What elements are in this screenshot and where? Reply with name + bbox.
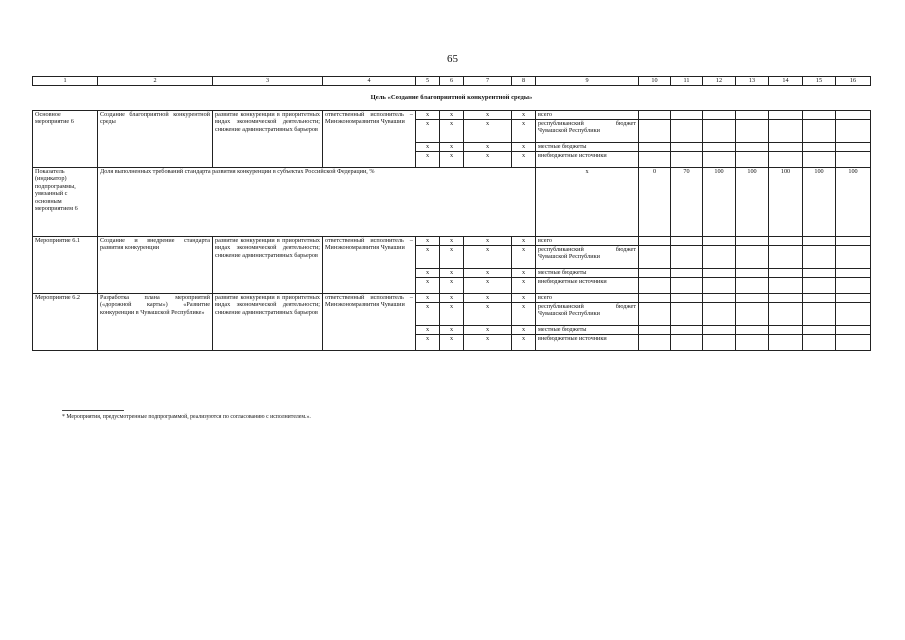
amount-cell	[769, 246, 803, 269]
column-number: 5	[416, 77, 440, 86]
program-table	[32, 76, 871, 351]
amount-cell	[703, 294, 736, 303]
amount-cell	[769, 294, 803, 303]
indicator-col9: x	[536, 168, 639, 237]
amount-cell	[703, 303, 736, 326]
code-cell: x	[416, 237, 440, 246]
amount-cell	[769, 120, 803, 143]
column-number-row	[33, 77, 871, 86]
amount-cell	[671, 269, 703, 278]
funding-source: внебюджетные источники	[536, 152, 639, 168]
amount-cell	[836, 152, 871, 168]
code-cell: x	[440, 335, 464, 351]
code-cell: x	[440, 326, 464, 335]
amount-cell	[803, 143, 836, 152]
funding-source: республиканский бюджет Чувашской Республики	[536, 303, 639, 326]
amount-cell	[803, 152, 836, 168]
code-cell: x	[440, 152, 464, 168]
column-number: 6	[440, 77, 464, 86]
amount-cell	[671, 326, 703, 335]
amount-cell	[671, 335, 703, 351]
amount-cell	[803, 335, 836, 351]
funding-source: всего	[536, 111, 639, 120]
code-cell: x	[464, 120, 512, 143]
code-cell: x	[464, 246, 512, 269]
amount-cell	[836, 294, 871, 303]
code-cell: x	[440, 294, 464, 303]
amount-cell	[671, 303, 703, 326]
indicator-value: 100	[703, 168, 736, 237]
amount-cell	[639, 246, 671, 269]
code-cell: x	[512, 326, 536, 335]
code-cell: x	[464, 152, 512, 168]
amount-cell	[736, 269, 769, 278]
amount-cell	[803, 278, 836, 294]
code-cell: x	[440, 143, 464, 152]
amount-cell	[703, 246, 736, 269]
amount-cell	[703, 120, 736, 143]
amount-cell	[736, 246, 769, 269]
amount-cell	[703, 326, 736, 335]
funding-source: внебюджетные источники	[536, 278, 639, 294]
amount-cell	[703, 278, 736, 294]
code-cell: x	[512, 143, 536, 152]
amount-cell	[836, 143, 871, 152]
column-number: 14	[769, 77, 803, 86]
indicator-value: 0	[639, 168, 671, 237]
amount-cell	[736, 111, 769, 120]
amount-cell	[703, 237, 736, 246]
amount-cell	[836, 120, 871, 143]
funding-source: республиканский бюджет Чувашской Республики	[536, 120, 639, 143]
amount-cell	[671, 278, 703, 294]
measure-title: Создание и внедрение стандарта развития конкуренции	[98, 237, 213, 294]
amount-cell	[736, 237, 769, 246]
amount-cell	[639, 111, 671, 120]
amount-cell	[736, 303, 769, 326]
measure-goal: развитие конкуренции в приоритетных видах экономической деятельности; снижение административных барьеров	[213, 111, 323, 168]
code-cell: x	[464, 237, 512, 246]
column-number: 13	[736, 77, 769, 86]
column-number: 7	[464, 77, 512, 86]
amount-cell	[803, 237, 836, 246]
amount-cell	[736, 278, 769, 294]
measure-name: Мероприятие 6.2	[33, 294, 98, 351]
amount-cell	[803, 269, 836, 278]
code-cell: x	[464, 335, 512, 351]
measure-executor: ответственный исполнитель – Минэкономразвития Чувашии	[323, 237, 416, 294]
code-cell: x	[464, 326, 512, 335]
code-cell: x	[512, 335, 536, 351]
code-cell: x	[440, 303, 464, 326]
amount-cell	[639, 237, 671, 246]
amount-cell	[803, 294, 836, 303]
indicator-value: 100	[836, 168, 871, 237]
code-cell: x	[440, 237, 464, 246]
code-cell: x	[512, 152, 536, 168]
measure-goal: развитие конкуренции в приоритетных видах экономической деятельности; снижение административных барьеров	[213, 294, 323, 351]
code-cell: x	[440, 269, 464, 278]
column-number: 9	[536, 77, 639, 86]
code-cell: x	[464, 111, 512, 120]
amount-cell	[769, 278, 803, 294]
indicator-row	[33, 168, 871, 237]
amount-cell	[703, 143, 736, 152]
footnote: * Мероприятия, предусмотренные подпрограммой, реализуются по согласованию с исполнителем.».	[62, 414, 311, 420]
measure-name: Мероприятие 6.1	[33, 237, 98, 294]
column-number: 3	[213, 77, 323, 86]
amount-cell	[671, 143, 703, 152]
code-cell: x	[512, 294, 536, 303]
measure-executor: ответственный исполнитель – Минэкономразвития Чувашии	[323, 294, 416, 351]
measure-name: Основное мероприятие 6	[33, 111, 98, 168]
amount-cell	[836, 278, 871, 294]
amount-cell	[671, 294, 703, 303]
code-cell: x	[416, 326, 440, 335]
amount-cell	[836, 326, 871, 335]
amount-cell	[671, 152, 703, 168]
amount-cell	[836, 335, 871, 351]
code-cell: x	[416, 278, 440, 294]
code-cell: x	[416, 303, 440, 326]
amount-cell	[769, 335, 803, 351]
amount-cell	[769, 152, 803, 168]
code-cell: x	[416, 152, 440, 168]
funding-source: местные бюджеты	[536, 269, 639, 278]
code-cell: x	[416, 143, 440, 152]
indicator-text: Доля выполненных требований стандарта развития конкуренции в субъектах Российской Федерации, %	[98, 168, 536, 237]
code-cell: x	[512, 269, 536, 278]
table-row	[33, 111, 871, 120]
amount-cell	[769, 111, 803, 120]
amount-cell	[736, 326, 769, 335]
measure-title: Разработка плана мероприятий («дорожной карты») «Развитие конкуренции в Чувашской Республике»	[98, 294, 213, 351]
funding-source: внебюджетные источники	[536, 335, 639, 351]
amount-cell	[769, 326, 803, 335]
amount-cell	[803, 111, 836, 120]
amount-cell	[703, 152, 736, 168]
funding-source: всего	[536, 294, 639, 303]
amount-cell	[671, 246, 703, 269]
indicator-value: 70	[671, 168, 703, 237]
column-number: 2	[98, 77, 213, 86]
indicator-value: 100	[736, 168, 769, 237]
indicator-value: 100	[769, 168, 803, 237]
amount-cell	[736, 143, 769, 152]
funding-source: местные бюджеты	[536, 143, 639, 152]
amount-cell	[639, 143, 671, 152]
column-number: 16	[836, 77, 871, 86]
amount-cell	[803, 120, 836, 143]
code-cell: x	[416, 294, 440, 303]
funding-source: всего	[536, 237, 639, 246]
amount-cell	[769, 143, 803, 152]
amount-cell	[639, 303, 671, 326]
amount-cell	[639, 326, 671, 335]
goal-title: Цель «Создание благоприятной конкурентной среды»	[370, 94, 533, 102]
indicator-value: 100	[803, 168, 836, 237]
footnote-rule	[62, 410, 124, 411]
code-cell: x	[512, 246, 536, 269]
code-cell: x	[440, 246, 464, 269]
code-cell: x	[512, 278, 536, 294]
code-cell: x	[416, 111, 440, 120]
amount-cell	[736, 152, 769, 168]
amount-cell	[736, 120, 769, 143]
code-cell: x	[416, 246, 440, 269]
amount-cell	[769, 269, 803, 278]
funding-source: местные бюджеты	[536, 326, 639, 335]
indicator-label: Показатель (индикатор) подпрограммы, увязанный с основным мероприятием 6	[33, 168, 98, 237]
amount-cell	[639, 120, 671, 143]
code-cell: x	[440, 120, 464, 143]
amount-cell	[803, 303, 836, 326]
code-cell: x	[464, 269, 512, 278]
table-row	[33, 294, 871, 303]
code-cell: x	[416, 335, 440, 351]
amount-cell	[836, 269, 871, 278]
code-cell: x	[464, 303, 512, 326]
code-cell: x	[440, 278, 464, 294]
amount-cell	[703, 111, 736, 120]
amount-cell	[671, 111, 703, 120]
code-cell: x	[416, 269, 440, 278]
amount-cell	[769, 237, 803, 246]
amount-cell	[671, 120, 703, 143]
amount-cell	[639, 152, 671, 168]
code-cell: x	[440, 111, 464, 120]
amount-cell	[671, 237, 703, 246]
amount-cell	[703, 269, 736, 278]
amount-cell	[639, 269, 671, 278]
column-number: 11	[671, 77, 703, 86]
measure-goal: развитие конкуренции в приоритетных видах экономической деятельности; снижение административных барьеров	[213, 237, 323, 294]
column-number: 1	[33, 77, 98, 86]
column-number: 10	[639, 77, 671, 86]
code-cell: x	[512, 237, 536, 246]
code-cell: x	[464, 143, 512, 152]
amount-cell	[769, 303, 803, 326]
code-cell: x	[416, 120, 440, 143]
funding-source: республиканский бюджет Чувашской Республики	[536, 246, 639, 269]
code-cell: x	[512, 303, 536, 326]
amount-cell	[736, 335, 769, 351]
table-row	[33, 237, 871, 246]
code-cell: x	[464, 278, 512, 294]
code-cell: x	[512, 111, 536, 120]
amount-cell	[836, 111, 871, 120]
amount-cell	[803, 246, 836, 269]
column-number: 15	[803, 77, 836, 86]
amount-cell	[836, 246, 871, 269]
code-cell: x	[512, 120, 536, 143]
amount-cell	[639, 278, 671, 294]
amount-cell	[803, 326, 836, 335]
amount-cell	[836, 237, 871, 246]
amount-cell	[639, 294, 671, 303]
column-number: 8	[512, 77, 536, 86]
code-cell: x	[464, 294, 512, 303]
amount-cell	[639, 335, 671, 351]
measure-title: Создание благоприятной конкурентной среды	[98, 111, 213, 168]
page-number: 65	[447, 53, 458, 65]
amount-cell	[736, 294, 769, 303]
measure-executor: ответственный исполнитель – Минэкономразвития Чувашии	[323, 111, 416, 168]
amount-cell	[836, 303, 871, 326]
column-number: 4	[323, 77, 416, 86]
amount-cell	[703, 335, 736, 351]
column-number: 12	[703, 77, 736, 86]
